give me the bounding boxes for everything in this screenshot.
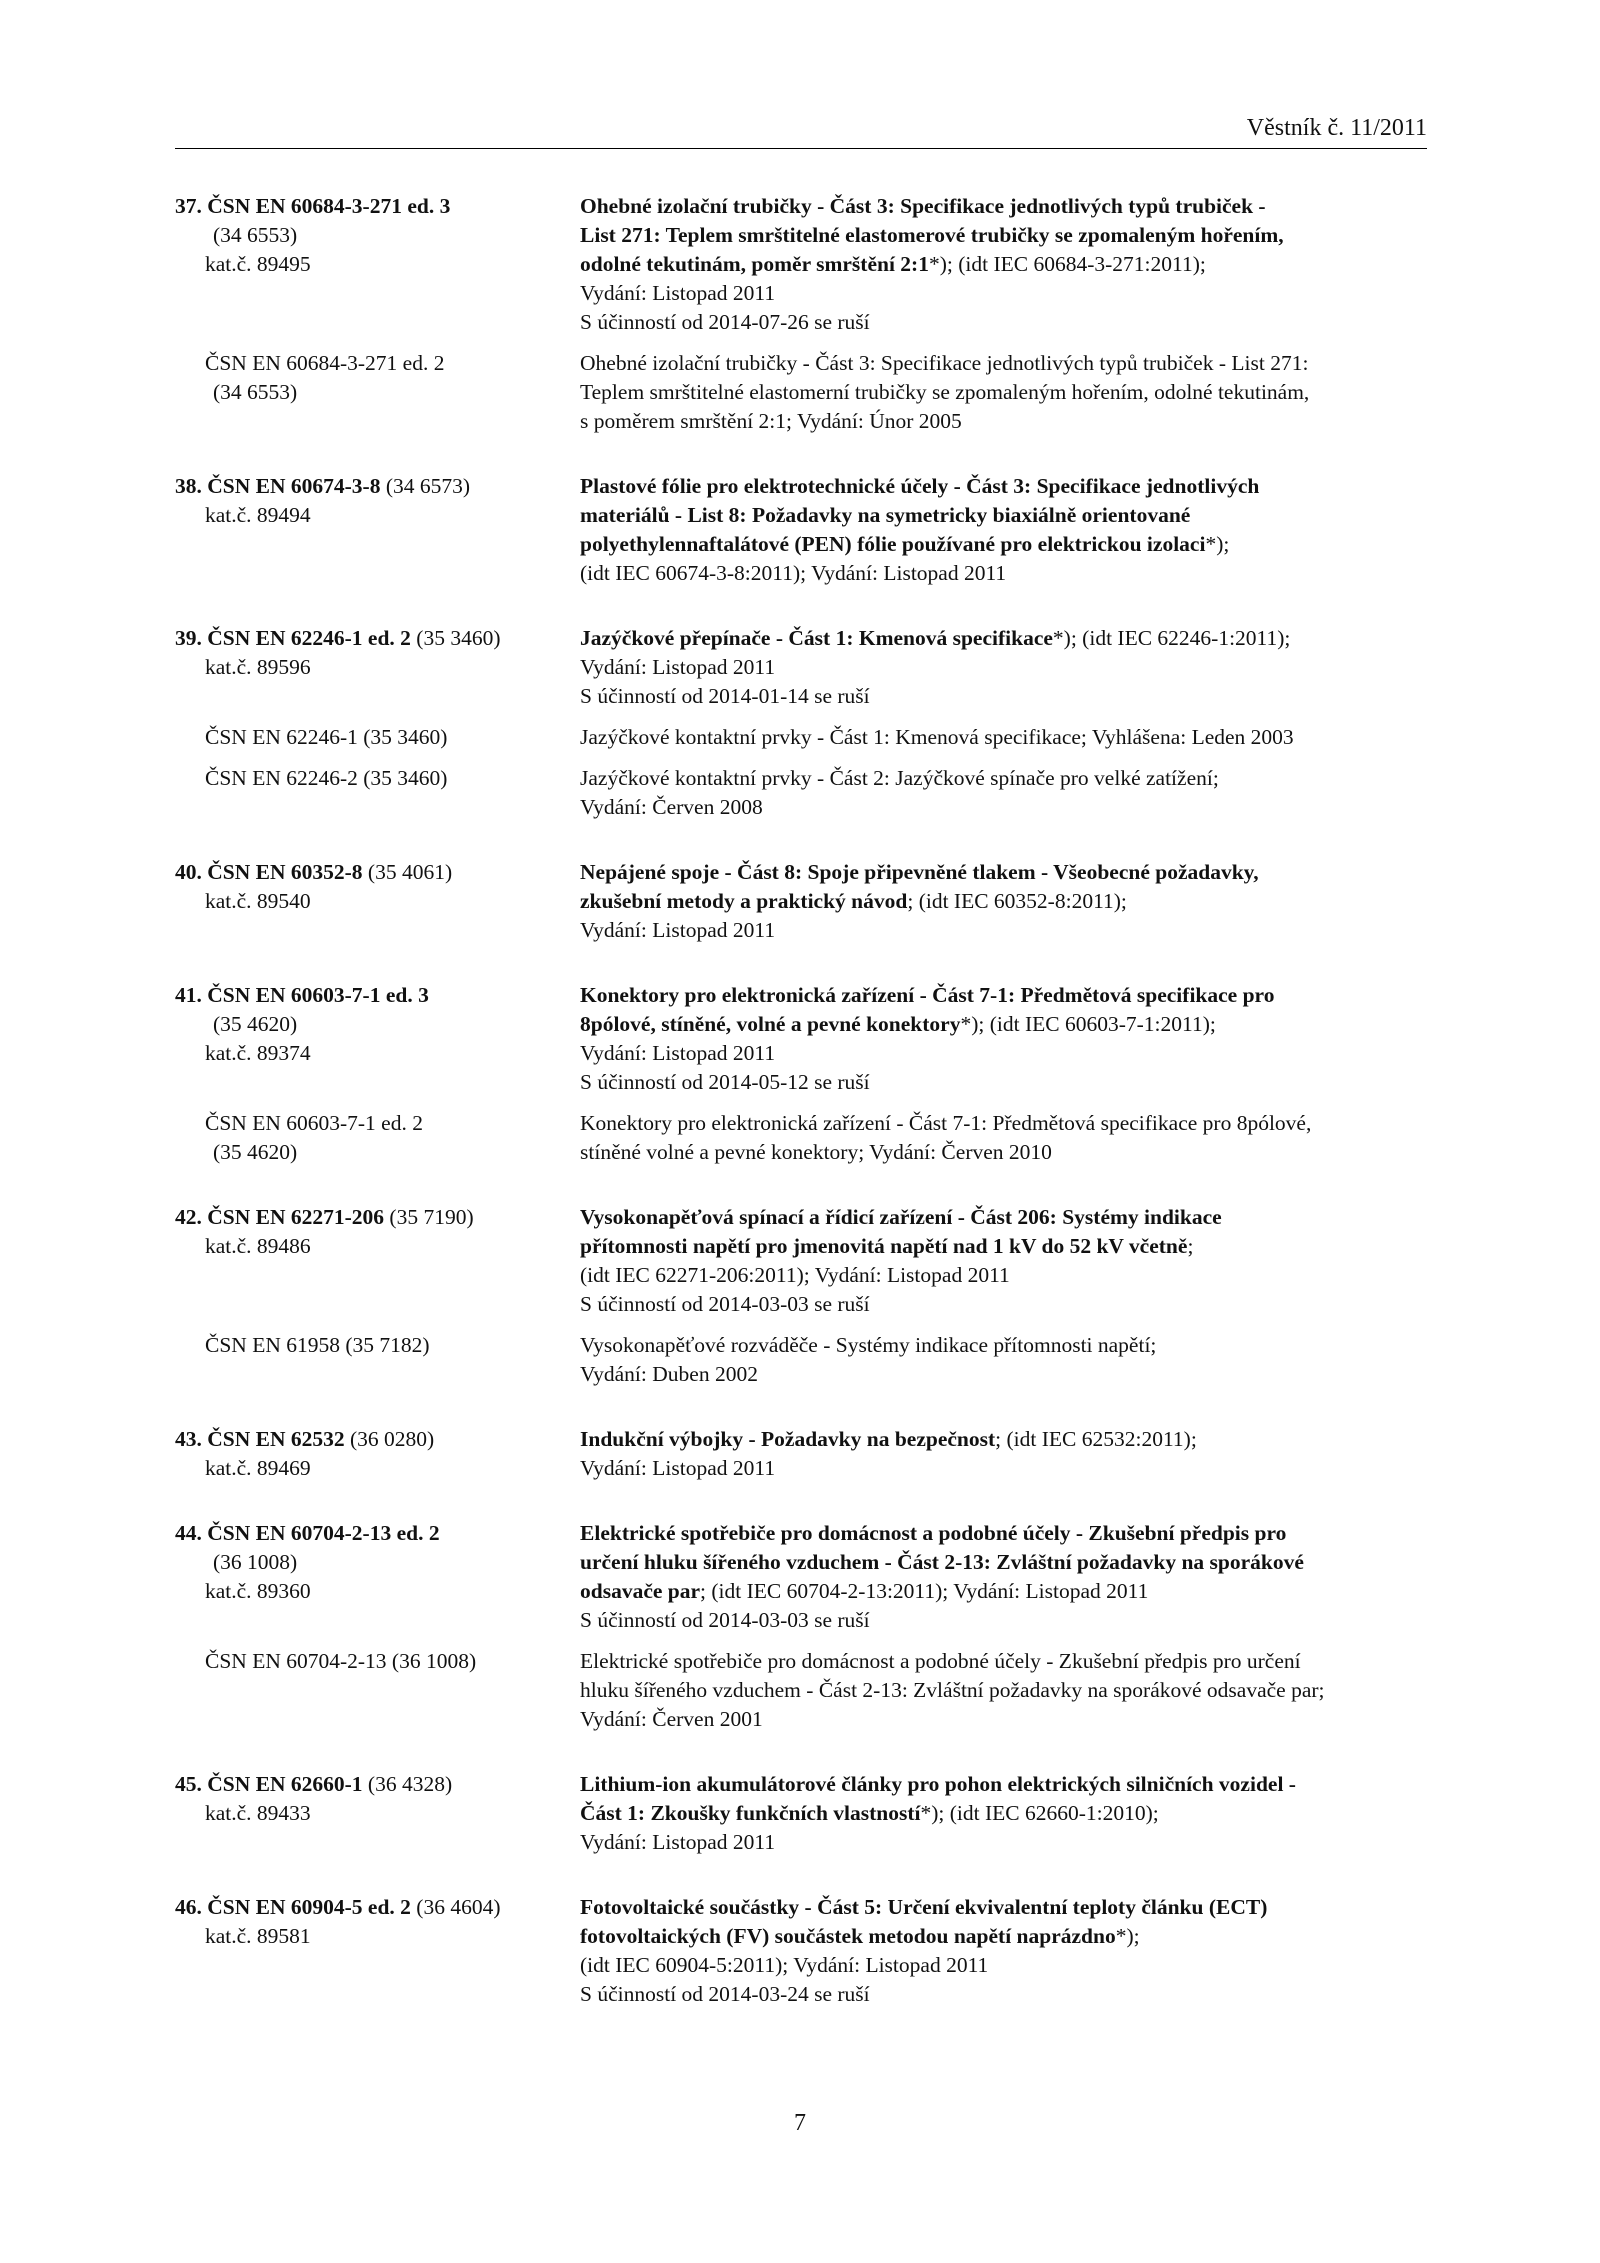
standard-designation (175, 1203, 580, 1319)
title-text: Vydání: Listopad 2011 (580, 655, 776, 679)
replaced-standard-row (175, 764, 1427, 822)
designation-line (175, 981, 580, 1010)
new-standard-row (175, 1425, 1427, 1483)
designation-line (175, 1203, 580, 1232)
bold-title-text: Lithium-ion akumulátorové články pro pohon elektrických silničních vozidel - (580, 1772, 1296, 1796)
replaced-standard-row (175, 1331, 1427, 1389)
standard-detail: (36 0280) (344, 1427, 435, 1451)
standard-detail: (36 1008) (213, 1550, 298, 1574)
title-text: Jazýčkové kontaktní prvky - Část 2: Jazýčkové spínače pro velké zatížení; (580, 766, 1219, 790)
bold-title-text: odsavače par (580, 1579, 701, 1603)
bold-title-text: Nepájené spoje - Část 8: Spoje připevněné tlakem - Všeobecné požadavky, (580, 860, 1259, 884)
bold-title-text: zkušební metody a praktický návod (580, 889, 908, 913)
title-line (580, 1138, 1427, 1167)
designation-line (175, 378, 580, 407)
title-line (580, 250, 1427, 279)
title-line (580, 192, 1427, 221)
title-line (580, 1828, 1427, 1857)
designation-line (175, 858, 580, 887)
bold-title-text: materiálů - List 8: Požadavky na symetricky biaxiálně orientované (580, 503, 1191, 527)
standard-entry (175, 858, 1427, 945)
title-line (580, 1577, 1427, 1606)
title-text: Ohebné izolační trubičky - Část 3: Specifikace jednotlivých typů trubiček - List 271: (580, 351, 1309, 375)
title-text: ; (idt IEC 62532:2011); (995, 1427, 1197, 1451)
designation-line (175, 221, 580, 250)
title-text: *); (idt IEC 62246-1:2011); (1052, 626, 1291, 650)
title-text: *); (1205, 532, 1230, 556)
standard-title (580, 192, 1427, 337)
standard-designation (175, 1109, 580, 1167)
title-line (580, 793, 1427, 822)
standard-detail: kat.č. 89433 (205, 1801, 311, 1825)
standard-designation (175, 723, 580, 752)
standard-entry (175, 1519, 1427, 1734)
title-line (580, 981, 1427, 1010)
designation-line (175, 1232, 580, 1261)
standard-designation (175, 1770, 580, 1857)
title-text: hluku šířeného vzduchem - Část 2-13: Zvláštní požadavky na sporákové odsavače par; (580, 1678, 1325, 1702)
title-line (580, 1360, 1427, 1389)
standard-detail: ČSN EN 62246-1 (35 3460) (205, 725, 448, 749)
replaced-standard-title (580, 349, 1427, 436)
title-text: ; (idt IEC 60704-2-13:2011); Vydání: Listopad 2011 (700, 1579, 1149, 1603)
designation-line (175, 501, 580, 530)
title-text: *); (idt IEC 60603-7-1:2011); (960, 1012, 1216, 1036)
designation-line (175, 1109, 580, 1138)
standard-code: ČSN EN 62532 (207, 1427, 345, 1451)
standard-detail: (35 3460) (410, 626, 501, 650)
title-text: Vydání: Listopad 2011 (580, 918, 776, 942)
title-text: S účinností od 2014-03-03 se ruší (580, 1608, 870, 1632)
standard-detail: (36 4604) (410, 1895, 501, 1919)
entry-number: 38. (175, 474, 208, 498)
standard-entry (175, 1425, 1427, 1483)
standard-detail: kat.č. 89360 (205, 1579, 311, 1603)
standard-entry (175, 1893, 1427, 2009)
standard-detail: (34 6573) (380, 474, 471, 498)
standard-detail: kat.č. 89581 (205, 1924, 311, 1948)
standard-entry (175, 624, 1427, 822)
title-text: Vydání: Listopad 2011 (580, 1830, 776, 1854)
replaced-standard-title (580, 1331, 1427, 1389)
title-line (580, 530, 1427, 559)
title-line (580, 887, 1427, 916)
title-line (580, 1980, 1427, 2009)
designation-line (175, 349, 580, 378)
standard-detail: kat.č. 89374 (205, 1041, 311, 1065)
standard-entry (175, 472, 1427, 588)
title-line (580, 407, 1427, 436)
entry-number: 42. (175, 1205, 208, 1229)
title-text: (idt IEC 60674-3-8:2011); Vydání: Listopad 2011 (580, 561, 1007, 585)
title-text: Vydání: Červen 2008 (580, 795, 763, 819)
title-text: S účinností od 2014-05-12 se ruší (580, 1070, 870, 1094)
title-text: Vysokonapěťové rozváděče - Systémy indikace přítomnosti napětí; (580, 1333, 1157, 1357)
new-standard-row (175, 858, 1427, 945)
standard-detail: kat.č. 89486 (205, 1234, 311, 1258)
designation-line (175, 1577, 580, 1606)
designation-line (175, 1331, 580, 1360)
standard-designation (175, 858, 580, 945)
title-text: Vydání: Červen 2001 (580, 1707, 763, 1731)
standard-title (580, 858, 1427, 945)
entry-number: 37. (175, 194, 208, 218)
designation-line (175, 1138, 580, 1167)
title-text: Vydání: Listopad 2011 (580, 1456, 776, 1480)
standard-detail: (35 4620) (213, 1012, 298, 1036)
designation-line (175, 1519, 580, 1548)
standard-code: ČSN EN 60904-5 ed. 2 (207, 1895, 411, 1919)
title-line (580, 501, 1427, 530)
bold-title-text: určení hluku šířeného vzduchem - Část 2-13: Zvláštní požadavky na sporákové (580, 1550, 1304, 1574)
standard-detail: (34 6553) (213, 223, 298, 247)
standard-title (580, 1893, 1427, 2009)
title-text: stíněné volné a pevné konektory; Vydání: Červen 2010 (580, 1140, 1052, 1164)
standard-code: ČSN EN 62660-1 (207, 1772, 363, 1796)
designation-line (175, 1454, 580, 1483)
title-text: Jazýčkové kontaktní prvky - Část 1: Kmenová specifikace; Vyhlášena: Leden 2003 (580, 725, 1294, 749)
title-text: Vydání: Listopad 2011 (580, 1041, 776, 1065)
designation-line (175, 250, 580, 279)
title-text: S účinností od 2014-03-03 se ruší (580, 1292, 870, 1316)
title-text: ; (1187, 1234, 1194, 1258)
bold-title-text: fotovoltaických (FV) součástek metodou napětí naprázdno (580, 1924, 1116, 1948)
page-number: 7 (794, 2110, 806, 2136)
title-text: Vydání: Listopad 2011 (580, 281, 776, 305)
designation-line (175, 1770, 580, 1799)
replaced-standard-title (580, 723, 1427, 752)
title-text: *); (1115, 1924, 1140, 1948)
title-text: *); (idt IEC 60684-3-271:2011); (928, 252, 1206, 276)
standards-list (175, 192, 1427, 2045)
entry-number: 41. (175, 983, 208, 1007)
standard-detail: ČSN EN 61958 (35 7182) (205, 1333, 430, 1357)
designation-line (175, 1799, 580, 1828)
standard-detail: (35 4061) (362, 860, 453, 884)
title-line (580, 1232, 1427, 1261)
bold-title-text: Plastové fólie pro elektrotechnické účely - Část 3: Specifikace jednotlivých (580, 474, 1260, 498)
standard-detail: kat.č. 89469 (205, 1456, 311, 1480)
title-line (580, 1068, 1427, 1097)
standard-designation (175, 1647, 580, 1734)
standard-code: ČSN EN 60352-8 (207, 860, 363, 884)
bold-title-text: přítomnosti napětí pro jmenovitá napětí nad 1 kV do 52 kV včetně (580, 1234, 1188, 1258)
standard-title (580, 1519, 1427, 1635)
title-line (580, 279, 1427, 308)
replaced-standard-title (580, 1647, 1427, 1734)
standard-designation (175, 981, 580, 1097)
designation-line (175, 1922, 580, 1951)
standard-designation (175, 349, 580, 436)
page-header (175, 108, 1427, 149)
standard-code: ČSN EN 60704-2-13 ed. 2 (207, 1521, 440, 1545)
standard-detail: ČSN EN 60684-3-271 ed. 2 (205, 351, 445, 375)
title-line (580, 1519, 1427, 1548)
title-line (580, 1893, 1427, 1922)
title-line (580, 1647, 1427, 1676)
designation-line (175, 1893, 580, 1922)
entry-number: 40. (175, 860, 208, 884)
bold-title-text: odolné tekutinám, poměr smrštění 2:1 (580, 252, 929, 276)
standard-title (580, 624, 1427, 711)
title-line (580, 308, 1427, 337)
new-standard-row (175, 624, 1427, 711)
standard-code: ČSN EN 62246-1 ed. 2 (207, 626, 411, 650)
standard-entry (175, 1770, 1427, 1857)
title-line (580, 1951, 1427, 1980)
title-text: Konektory pro elektronická zařízení - Část 7-1: Předmětová specifikace pro 8pólové, (580, 1111, 1312, 1135)
entry-number: 43. (175, 1427, 208, 1451)
title-line (580, 1770, 1427, 1799)
title-text: ; (idt IEC 60352-8:2011); (907, 889, 1127, 913)
new-standard-row (175, 472, 1427, 588)
bold-title-text: Jazýčkové přepínače - Část 1: Kmenová specifikace (580, 626, 1053, 650)
designation-line (175, 192, 580, 221)
new-standard-row (175, 1519, 1427, 1635)
designation-line (175, 1010, 580, 1039)
new-standard-row (175, 1770, 1427, 1857)
standard-title (580, 1770, 1427, 1857)
standard-designation (175, 192, 580, 337)
standard-detail: (35 7190) (384, 1205, 474, 1229)
title-line (580, 858, 1427, 887)
designation-line (175, 1647, 580, 1676)
standard-title (580, 981, 1427, 1097)
standard-designation (175, 764, 580, 822)
designation-line (175, 624, 580, 653)
title-text: (idt IEC 62271-206:2011); Vydání: Listopad 2011 (580, 1263, 1010, 1287)
title-text: S účinností od 2014-03-24 se ruší (580, 1982, 870, 2006)
designation-line (175, 887, 580, 916)
replaced-standard-row (175, 1109, 1427, 1167)
title-line (580, 723, 1427, 752)
standard-detail: ČSN EN 60704-2-13 (36 1008) (205, 1649, 477, 1673)
entry-number: 44. (175, 1521, 208, 1545)
bold-title-text: Část 1: Zkoušky funkčních vlastností (580, 1801, 921, 1825)
entry-number: 39. (175, 626, 208, 650)
new-standard-row (175, 981, 1427, 1097)
standard-detail: (34 6553) (213, 380, 298, 404)
standard-detail: ČSN EN 60603-7-1 ed. 2 (205, 1111, 423, 1135)
new-standard-row (175, 192, 1427, 337)
standard-title (580, 472, 1427, 588)
bold-title-text: List 271: Teplem smrštitelné elastomerové trubičky se zpomaleným hořením, (580, 223, 1284, 247)
title-line (580, 1799, 1427, 1828)
entry-number: 45. (175, 1772, 208, 1796)
title-text: Elektrické spotřebiče pro domácnost a podobné účely - Zkušební předpis pro určení (580, 1649, 1301, 1673)
standard-detail: kat.č. 89494 (205, 503, 311, 527)
title-line (580, 559, 1427, 588)
title-text: S účinností od 2014-07-26 se ruší (580, 310, 870, 334)
title-line (580, 1290, 1427, 1319)
standard-code: ČSN EN 60684-3-271 ed. 3 (207, 194, 451, 218)
designation-line (175, 1039, 580, 1068)
title-line (580, 653, 1427, 682)
title-line (580, 1203, 1427, 1232)
title-text: Vydání: Duben 2002 (580, 1362, 758, 1386)
new-standard-row (175, 1203, 1427, 1319)
title-line (580, 1548, 1427, 1577)
standard-detail: (35 4620) (213, 1140, 298, 1164)
title-line (580, 472, 1427, 501)
designation-line (175, 1548, 580, 1577)
designation-line (175, 1425, 580, 1454)
bold-title-text: 8pólové, stíněné, volné a pevné konektory (580, 1012, 961, 1036)
standard-designation (175, 1519, 580, 1635)
bold-title-text: Elektrické spotřebiče pro domácnost a podobné účely - Zkušební předpis pro (580, 1521, 1287, 1545)
designation-line (175, 723, 580, 752)
standard-designation (175, 1425, 580, 1483)
standard-designation (175, 624, 580, 711)
title-text: (idt IEC 60904-5:2011); Vydání: Listopad 2011 (580, 1953, 989, 1977)
designation-line (175, 472, 580, 501)
standard-detail: kat.č. 89596 (205, 655, 311, 679)
bold-title-text: Fotovoltaické součástky - Část 5: Určení ekvivalentní teploty článku (ECT) (580, 1895, 1268, 1919)
standard-code: ČSN EN 60674-3-8 (207, 474, 381, 498)
bold-title-text: polyethylennaftalátové (PEN) fólie používané pro elektrickou izolaci (580, 532, 1206, 556)
title-line (580, 682, 1427, 711)
title-line (580, 1676, 1427, 1705)
title-line (580, 1922, 1427, 1951)
standard-designation (175, 472, 580, 588)
standard-code: ČSN EN 62271-206 (207, 1205, 385, 1229)
designation-line (175, 764, 580, 793)
standard-entry (175, 1203, 1427, 1389)
standard-detail: kat.č. 89540 (205, 889, 311, 913)
title-line (580, 1039, 1427, 1068)
standard-title (580, 1425, 1427, 1483)
standard-detail: kat.č. 89495 (205, 252, 311, 276)
title-line (580, 1705, 1427, 1734)
title-text: *); (idt IEC 62660-1:2010); (920, 1801, 1159, 1825)
bold-title-text: Ohebné izolační trubičky - Část 3: Specifikace jednotlivých typů trubiček - (580, 194, 1266, 218)
title-line (580, 1331, 1427, 1360)
title-line (580, 378, 1427, 407)
standard-designation (175, 1331, 580, 1389)
replaced-standard-row (175, 1647, 1427, 1734)
bold-title-text: Konektory pro elektronická zařízení - Část 7-1: Předmětová specifikace pro (580, 983, 1275, 1007)
entry-number: 46. (175, 1895, 208, 1919)
standard-code: ČSN EN 60603-7-1 ed. 3 (207, 983, 429, 1007)
title-text: Teplem smrštitelné elastomerní trubičky se zpomaleným hořením, odolné tekutinám, (580, 380, 1310, 404)
standard-designation (175, 1893, 580, 2009)
title-line (580, 1261, 1427, 1290)
title-line (580, 624, 1427, 653)
standard-title (580, 1203, 1427, 1319)
new-standard-row (175, 1893, 1427, 2009)
bold-title-text: Vysokonapěťová spínací a řídicí zařízení - Část 206: Systémy indikace (580, 1205, 1222, 1229)
bold-title-text: Indukční výbojky - Požadavky na bezpečnost (580, 1427, 996, 1451)
journal-title: Věstník č. 11/2011 (1246, 115, 1427, 141)
standard-detail: (36 4328) (362, 1772, 453, 1796)
title-line (580, 1454, 1427, 1483)
title-line (580, 1109, 1427, 1138)
standard-detail: ČSN EN 62246-2 (35 3460) (205, 766, 448, 790)
title-line (580, 916, 1427, 945)
title-line (580, 1010, 1427, 1039)
title-line (580, 1425, 1427, 1454)
title-text: s poměrem smrštění 2:1; Vydání: Únor 2005 (580, 409, 962, 433)
replaced-standard-row (175, 723, 1427, 752)
title-line (580, 764, 1427, 793)
standard-entry (175, 981, 1427, 1167)
replaced-standard-title (580, 764, 1427, 822)
title-line (580, 1606, 1427, 1635)
standard-entry (175, 192, 1427, 436)
title-line (580, 349, 1427, 378)
title-text: S účinností od 2014-01-14 se ruší (580, 684, 870, 708)
designation-line (175, 653, 580, 682)
title-line (580, 221, 1427, 250)
replaced-standard-title (580, 1109, 1427, 1167)
replaced-standard-row (175, 349, 1427, 436)
